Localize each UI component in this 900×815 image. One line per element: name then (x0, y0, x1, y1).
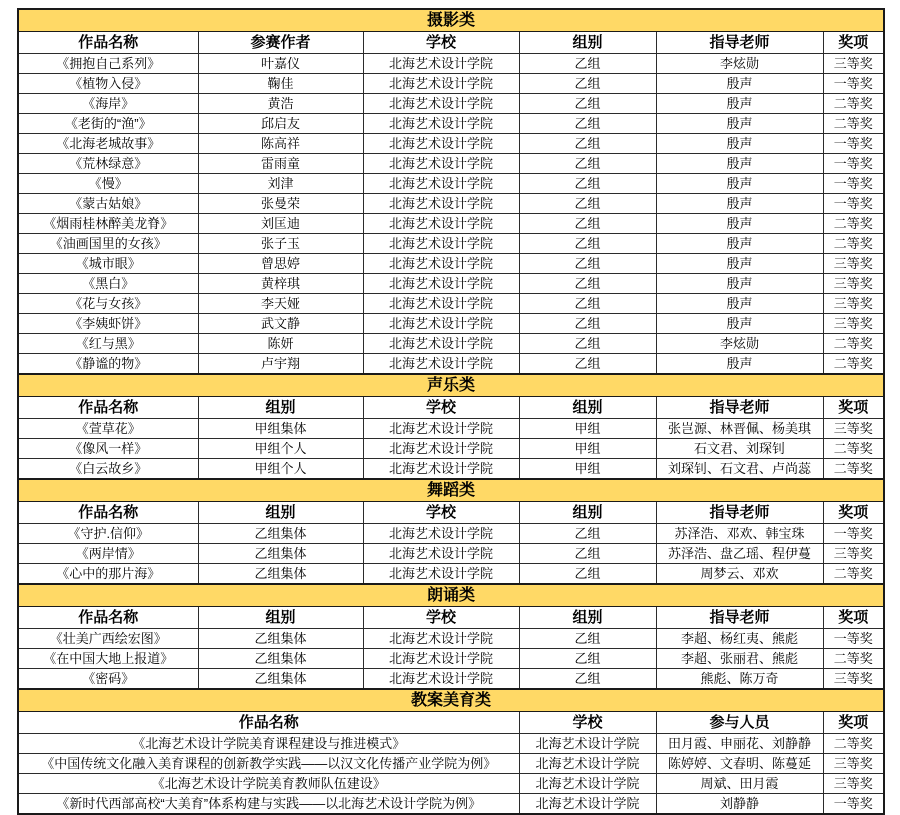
table-row (18, 174, 884, 194)
table-cell: 《城市眼》 (18, 254, 198, 274)
table-cell: 三等奖 (823, 669, 884, 690)
table-cell: 陈婷婷、文春明、陈蔓延 (656, 754, 823, 774)
table-cell: 乙组 (519, 254, 656, 274)
section-band-row (18, 689, 884, 712)
column-header: 作品名称 (18, 502, 198, 524)
table-cell: 北海艺术设计学院 (519, 794, 656, 815)
column-header: 组别 (198, 502, 363, 524)
table-cell: 一等奖 (823, 134, 884, 154)
table-cell: 殷声 (656, 134, 823, 154)
table-cell: 叶嘉仪 (198, 54, 363, 74)
table-cell: 《蒙古姑娘》 (18, 194, 198, 214)
table-cell: 周梦云、邓欢 (656, 564, 823, 585)
table-cell: 北海艺术设计学院 (363, 419, 519, 439)
table-row (18, 524, 884, 544)
table-cell: 《慢》 (18, 174, 198, 194)
table-cell: 北海艺术设计学院 (363, 234, 519, 254)
column-header: 奖项 (823, 397, 884, 419)
table-cell: 乙组集体 (198, 669, 363, 690)
table-cell: 北海艺术设计学院 (363, 74, 519, 94)
table-cell: 《黑白》 (18, 274, 198, 294)
table-cell: 甲组 (519, 459, 656, 480)
table-cell: 三等奖 (823, 314, 884, 334)
table-cell: 《老街的“渔”》 (18, 114, 198, 134)
table-cell: 一等奖 (823, 174, 884, 194)
table-cell: 雷雨童 (198, 154, 363, 174)
table-cell: 乙组 (519, 334, 656, 354)
table-cell: 邱启友 (198, 114, 363, 134)
column-header: 参与人员 (656, 712, 823, 734)
table-cell: 北海艺术设计学院 (363, 334, 519, 354)
table-cell: 三等奖 (823, 544, 884, 564)
table-cell: 乙组 (519, 134, 656, 154)
table-cell: 《静谧的物》 (18, 354, 198, 375)
table-cell: 乙组 (519, 544, 656, 564)
table-row (18, 194, 884, 214)
table-cell: 甲组个人 (198, 459, 363, 480)
table-row (18, 54, 884, 74)
column-header: 组别 (198, 607, 363, 629)
column-header: 奖项 (823, 607, 884, 629)
table-cell: 曾思婷 (198, 254, 363, 274)
table-row (18, 794, 884, 815)
column-header: 学校 (363, 502, 519, 524)
column-header: 奖项 (823, 502, 884, 524)
table-cell: 熊彪、陈万奇 (656, 669, 823, 690)
table-cell: 《李姨虾饼》 (18, 314, 198, 334)
table-cell: 乙组 (519, 294, 656, 314)
table-cell: 苏泽浩、盘乙瑶、程伊蔓 (656, 544, 823, 564)
table-cell: 三等奖 (823, 254, 884, 274)
table-cell: 二等奖 (823, 94, 884, 114)
table-cell: 乙组 (519, 154, 656, 174)
table-cell: 乙组 (519, 649, 656, 669)
table-cell: 苏泽浩、邓欢、韩宝珠 (656, 524, 823, 544)
column-header: 奖项 (823, 32, 884, 54)
table-row (18, 74, 884, 94)
table-cell: 三等奖 (823, 419, 884, 439)
table-cell: 北海艺术设计学院 (519, 734, 656, 754)
section-header-row (18, 502, 884, 524)
column-header: 指导老师 (656, 32, 823, 54)
table-cell: 乙组 (519, 114, 656, 134)
table-cell: 《密码》 (18, 669, 198, 690)
table-cell: 《中国传统文化融入美育课程的创新教学实践——以汉文化传播产业学院为例》 (18, 754, 519, 774)
table-cell: 殷声 (656, 194, 823, 214)
table-row (18, 354, 884, 375)
table-cell: 鞠佳 (198, 74, 363, 94)
table-body (18, 9, 884, 814)
table-row (18, 294, 884, 314)
section-header-row (18, 607, 884, 629)
table-cell: 乙组集体 (198, 629, 363, 649)
table-cell: 《荒林绿意》 (18, 154, 198, 174)
table-cell: 三等奖 (823, 754, 884, 774)
table-row (18, 94, 884, 114)
table-cell: 三等奖 (823, 774, 884, 794)
table-cell: 殷声 (656, 154, 823, 174)
table-cell: 殷声 (656, 114, 823, 134)
table-cell: 殷声 (656, 214, 823, 234)
table-cell: 三等奖 (823, 54, 884, 74)
table-cell: 北海艺术设计学院 (363, 459, 519, 480)
table-cell: 北海艺术设计学院 (363, 254, 519, 274)
table-cell: 一等奖 (823, 524, 884, 544)
table-row (18, 114, 884, 134)
table-cell: 北海艺术设计学院 (363, 214, 519, 234)
table-cell: 殷声 (656, 74, 823, 94)
section-title: 声乐类 (18, 374, 884, 397)
table-cell: 北海艺术设计学院 (363, 649, 519, 669)
table-cell: 乙组 (519, 214, 656, 234)
table-cell: 《烟雨桂林醉美龙脊》 (18, 214, 198, 234)
column-header: 指导老师 (656, 502, 823, 524)
table-cell: 三等奖 (823, 274, 884, 294)
table-cell: 北海艺术设计学院 (363, 294, 519, 314)
table-cell: 殷声 (656, 274, 823, 294)
table-row (18, 754, 884, 774)
column-header: 组别 (519, 607, 656, 629)
table-cell: 李天娅 (198, 294, 363, 314)
table-row (18, 669, 884, 690)
section-header-row (18, 712, 884, 734)
column-header: 指导老师 (656, 397, 823, 419)
column-header: 学校 (519, 712, 656, 734)
column-header: 组别 (519, 32, 656, 54)
table-cell: 乙组集体 (198, 564, 363, 585)
table-row (18, 134, 884, 154)
column-header: 学校 (363, 32, 519, 54)
table-cell: 乙组 (519, 274, 656, 294)
table-row (18, 334, 884, 354)
table-cell: 二等奖 (823, 459, 884, 480)
table-cell: 一等奖 (823, 154, 884, 174)
table-cell: 刘津 (198, 174, 363, 194)
table-cell: 北海艺术设计学院 (363, 174, 519, 194)
table-cell: 刘匡迪 (198, 214, 363, 234)
table-row (18, 649, 884, 669)
table-cell: 乙组集体 (198, 649, 363, 669)
table-cell: 北海艺术设计学院 (363, 564, 519, 585)
table-cell: 北海艺术设计学院 (519, 754, 656, 774)
table-cell: 北海艺术设计学院 (363, 629, 519, 649)
table-cell: 《北海老城故事》 (18, 134, 198, 154)
table-cell: 《花与女孩》 (18, 294, 198, 314)
table-cell: 乙组 (519, 314, 656, 334)
table-cell: 陈高祥 (198, 134, 363, 154)
table-cell: 殷声 (656, 234, 823, 254)
column-header: 参赛作者 (198, 32, 363, 54)
table-cell: 《在中国大地上报道》 (18, 649, 198, 669)
table-cell: 殷声 (656, 254, 823, 274)
table-cell: 二等奖 (823, 334, 884, 354)
table-cell: 北海艺术设计学院 (363, 94, 519, 114)
column-header: 奖项 (823, 712, 884, 734)
table-cell: 乙组 (519, 629, 656, 649)
table-cell: 乙组 (519, 74, 656, 94)
table-cell: 二等奖 (823, 734, 884, 754)
table-cell: 北海艺术设计学院 (363, 354, 519, 375)
section-title: 教案美育类 (18, 689, 884, 712)
table-cell: 《植物入侵》 (18, 74, 198, 94)
table-cell: 二等奖 (823, 234, 884, 254)
table-cell: 一等奖 (823, 194, 884, 214)
table-cell: 殷声 (656, 314, 823, 334)
table-cell: 李炫勋 (656, 334, 823, 354)
table-cell: 张子玉 (198, 234, 363, 254)
table-cell: 甲组 (519, 439, 656, 459)
column-header: 作品名称 (18, 397, 198, 419)
table-cell: 北海艺术设计学院 (363, 314, 519, 334)
table-cell: 北海艺术设计学院 (363, 544, 519, 564)
table-cell: 乙组集体 (198, 524, 363, 544)
table-cell: 《像风一样》 (18, 439, 198, 459)
table-cell: 北海艺术设计学院 (363, 439, 519, 459)
table-cell: 甲组个人 (198, 439, 363, 459)
table-cell: 《拥抱自己系列》 (18, 54, 198, 74)
table-cell: 乙组 (519, 194, 656, 214)
table-cell: 陈妍 (198, 334, 363, 354)
table-cell: 《守护.信仰》 (18, 524, 198, 544)
table-cell: 乙组 (519, 94, 656, 114)
table-cell: 北海艺术设计学院 (363, 274, 519, 294)
section-band-row (18, 9, 884, 32)
table-cell: 黄梓琪 (198, 274, 363, 294)
table-cell: 一等奖 (823, 629, 884, 649)
table-cell: 乙组 (519, 564, 656, 585)
section-title: 朗诵类 (18, 584, 884, 607)
table-cell: 李超、杨红夷、熊彪 (656, 629, 823, 649)
section-title: 摄影类 (18, 9, 884, 32)
table-cell: 周斌、田月霞 (656, 774, 823, 794)
table-row (18, 419, 884, 439)
table-cell: 张曼荣 (198, 194, 363, 214)
table-cell: 殷声 (656, 294, 823, 314)
table-cell: 一等奖 (823, 794, 884, 815)
table-row (18, 629, 884, 649)
table-cell: 《萱草花》 (18, 419, 198, 439)
section-header-row (18, 397, 884, 419)
table-cell: 北海艺术设计学院 (363, 134, 519, 154)
table-cell: 二等奖 (823, 564, 884, 585)
table-cell: 田月霞、申丽花、刘静静 (656, 734, 823, 754)
column-header: 作品名称 (18, 712, 519, 734)
table-cell: 武文静 (198, 314, 363, 334)
table-row (18, 774, 884, 794)
table-cell: 《海岸》 (18, 94, 198, 114)
column-header: 作品名称 (18, 607, 198, 629)
table-cell: 乙组 (519, 524, 656, 544)
table-cell: 李炫勋 (656, 54, 823, 74)
table-row (18, 234, 884, 254)
table-cell: 《白云故乡》 (18, 459, 198, 480)
table-cell: 《壮美广西绘宏图》 (18, 629, 198, 649)
table-cell: 北海艺术设计学院 (363, 524, 519, 544)
section-band-row (18, 479, 884, 502)
table-cell: 北海艺术设计学院 (363, 54, 519, 74)
column-header: 组别 (519, 502, 656, 524)
table-cell: 张岂源、林晋佩、杨美琪 (656, 419, 823, 439)
table-cell: 乙组 (519, 174, 656, 194)
table-cell: 《两岸情》 (18, 544, 198, 564)
table-row (18, 314, 884, 334)
table-cell: 北海艺术设计学院 (363, 669, 519, 690)
table-cell: 二等奖 (823, 649, 884, 669)
table-row (18, 154, 884, 174)
table-row (18, 564, 884, 585)
table-cell: 李超、张丽君、熊彪 (656, 649, 823, 669)
table-cell: 北海艺术设计学院 (363, 114, 519, 134)
table-cell: 刘静静 (656, 794, 823, 815)
table-cell: 《北海艺术设计学院美育课程建设与推进模式》 (18, 734, 519, 754)
table-cell: 二等奖 (823, 214, 884, 234)
section-band-row (18, 374, 884, 397)
table-row (18, 544, 884, 564)
table-cell: 甲组 (519, 419, 656, 439)
table-cell: 甲组集体 (198, 419, 363, 439)
table-row (18, 734, 884, 754)
table-cell: 北海艺术设计学院 (363, 194, 519, 214)
table-cell: 一等奖 (823, 74, 884, 94)
table-cell: 殷声 (656, 354, 823, 375)
column-header: 学校 (363, 607, 519, 629)
table-cell: 北海艺术设计学院 (363, 154, 519, 174)
table-cell: 乙组集体 (198, 544, 363, 564)
column-header: 学校 (363, 397, 519, 419)
table-cell: 刘琛钊、石文君、卢尚蕊 (656, 459, 823, 480)
table-cell: 黄浩 (198, 94, 363, 114)
table-cell: 二等奖 (823, 114, 884, 134)
table-cell: 卢宇翔 (198, 354, 363, 375)
table-row (18, 439, 884, 459)
table-cell: 北海艺术设计学院 (519, 774, 656, 794)
column-header: 组别 (519, 397, 656, 419)
awards-table (17, 8, 885, 815)
section-band-row (18, 584, 884, 607)
table-cell: 二等奖 (823, 439, 884, 459)
table-cell: 《红与黑》 (18, 334, 198, 354)
section-title: 舞蹈类 (18, 479, 884, 502)
table-cell: 三等奖 (823, 294, 884, 314)
table-row (18, 254, 884, 274)
table-row (18, 459, 884, 480)
table-row (18, 214, 884, 234)
column-header: 作品名称 (18, 32, 198, 54)
table-cell: 乙组 (519, 234, 656, 254)
table-cell: 二等奖 (823, 354, 884, 375)
table-cell: 殷声 (656, 174, 823, 194)
section-header-row (18, 32, 884, 54)
table-cell: 石文君、刘琛钊 (656, 439, 823, 459)
table-cell: 《新时代西部高校“大美育”体系构建与实践——以北海艺术设计学院为例》 (18, 794, 519, 815)
column-header: 指导老师 (656, 607, 823, 629)
table-cell: 《心中的那片海》 (18, 564, 198, 585)
column-header: 组别 (198, 397, 363, 419)
table-row (18, 274, 884, 294)
table-cell: 《油画国里的女孩》 (18, 234, 198, 254)
table-cell: 殷声 (656, 94, 823, 114)
table-cell: 乙组 (519, 354, 656, 375)
table-cell: 乙组 (519, 669, 656, 690)
table-cell: 乙组 (519, 54, 656, 74)
table-cell: 《北海艺术设计学院美育教师队伍建设》 (18, 774, 519, 794)
